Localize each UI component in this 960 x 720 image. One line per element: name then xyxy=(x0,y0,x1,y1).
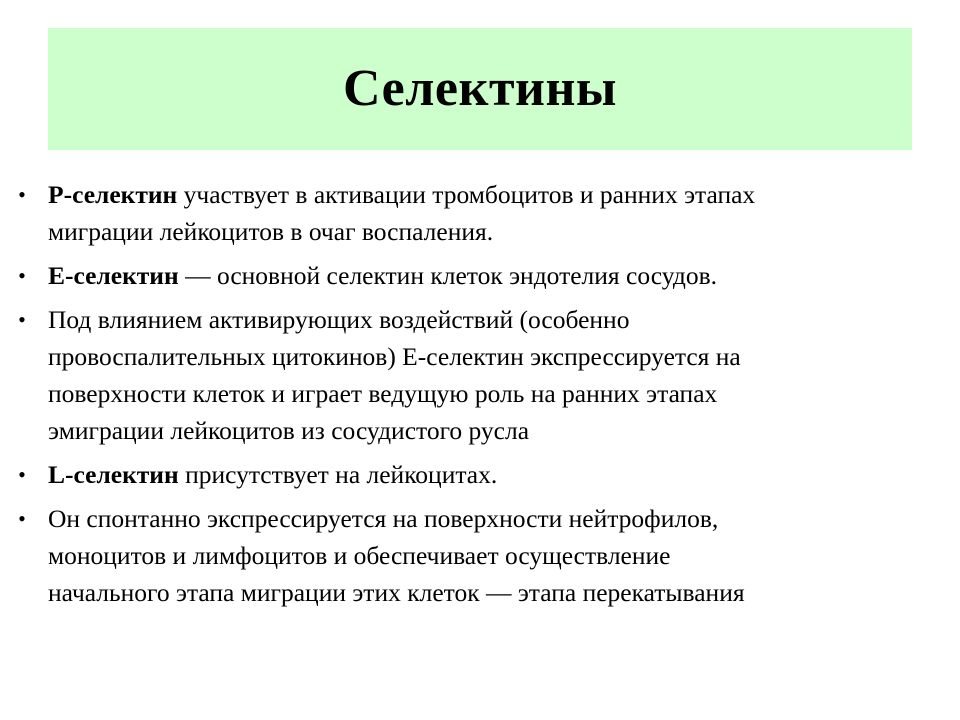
term-e-selectin: E-селектин xyxy=(48,261,179,290)
term-l-selectin: L-селектин xyxy=(48,460,179,489)
bullet-e-selectin xyxy=(12,257,942,294)
bullet-list xyxy=(12,176,942,618)
bullet-line xyxy=(48,456,942,493)
bullet-l-selectin xyxy=(12,456,942,493)
bullet-l-selectin-expression xyxy=(12,500,942,611)
bullet-line: моноцитов и лимфоцитов и обеспечивает осуществление xyxy=(48,541,671,570)
bullet-dot: • xyxy=(18,263,26,288)
bullet-line: миграции лейкоцитов в очаг воспаления. xyxy=(48,217,494,246)
title-banner xyxy=(48,28,912,150)
bullet-dot: • xyxy=(18,462,26,487)
bullet-text: присутствует на лейкоцитах. xyxy=(178,460,498,489)
bullet-line: Он спонтанно экспрессируется на поверхности нейтрофилов, xyxy=(48,504,719,533)
bullet-dot: • xyxy=(18,307,26,332)
bullet-line xyxy=(48,176,942,213)
bullet-line: Под влиянием активирующих воздействий (особенно xyxy=(48,305,630,334)
bullet-line xyxy=(48,257,942,294)
bullet-line: начального этапа миграции этих клеток — этапа перекатывания xyxy=(48,578,745,607)
bullet-e-selectin-expression xyxy=(12,301,942,449)
term-p-selectin: P-селектин xyxy=(48,180,178,209)
bullet-text: — основной селектин клеток эндотелия сосудов. xyxy=(178,261,717,290)
bullet-dot: • xyxy=(18,506,26,531)
bullet-line: поверхности клеток и играет ведущую роль на ранних этапах xyxy=(48,379,718,408)
bullet-line: провоспалительных цитокинов) Е-селектин экспрессируется на xyxy=(48,342,741,371)
bullet-text: участвует в активации тромбоцитов и ранних этапах xyxy=(177,180,756,209)
slide-title: Селектины xyxy=(342,60,618,117)
bullet-p-selectin xyxy=(12,176,942,250)
bullet-dot: • xyxy=(18,182,26,207)
bullet-line: эмиграции лейкоцитов из сосудистого русла xyxy=(48,416,530,445)
